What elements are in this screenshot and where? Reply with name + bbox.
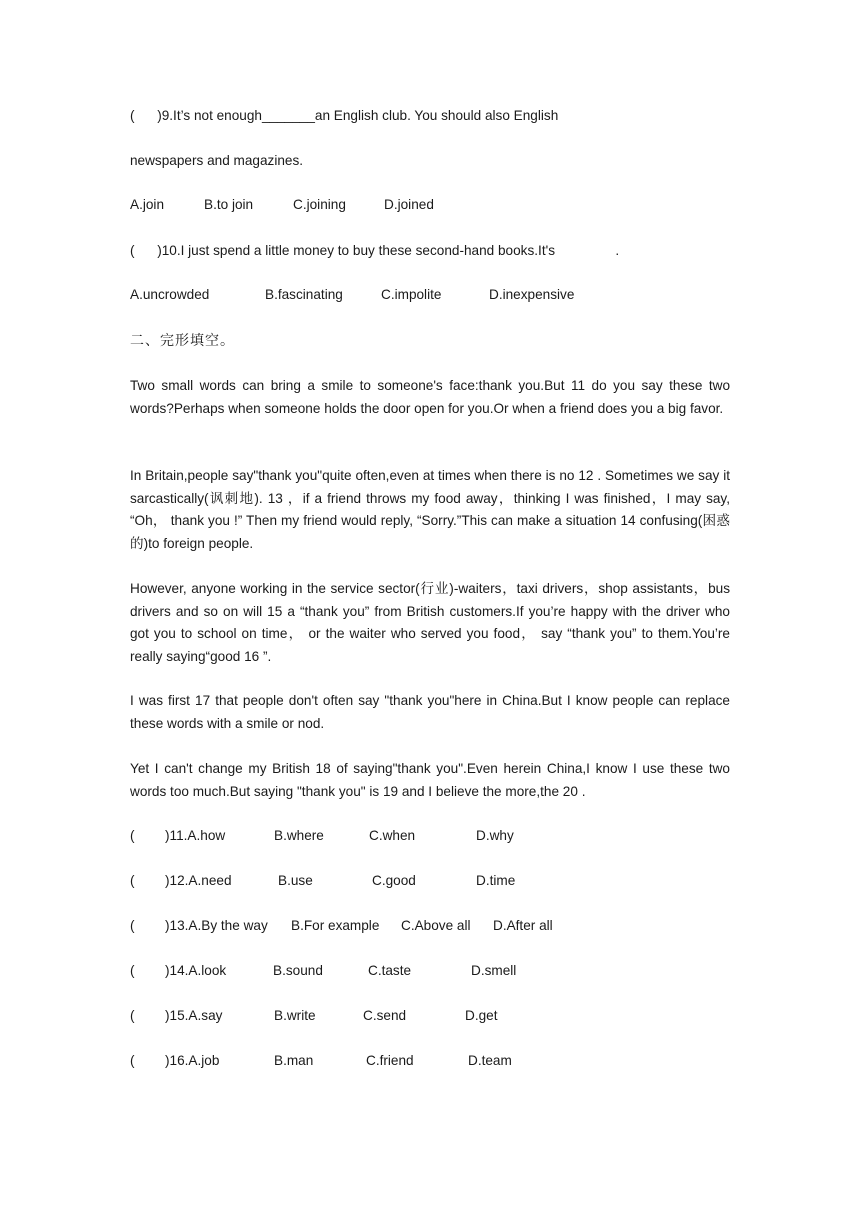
option-d: D.why [476,828,514,843]
question-number-option-a: )14.A.look [165,963,227,978]
option-c: C.when [369,828,416,843]
option-b: B.use [278,873,313,888]
option-c: C.Above all [401,918,471,933]
question-number-option-a: )11.A.how [165,828,226,843]
option-b: B.sound [273,963,323,978]
option-d: D.After all [493,918,553,933]
question-row-13 [130,918,730,936]
answer-bracket: ( [130,918,135,933]
question-row-12 [130,873,730,891]
option-a: A.uncrowded [130,287,210,302]
option-b: B.where [274,828,324,843]
option-d: D.joined [384,197,434,212]
option-c: C.taste [368,963,412,978]
question-10-options [130,287,730,305]
option-c: C.joining [293,197,346,212]
option-d: D.get [465,1008,498,1023]
option-c: C.send [363,1008,407,1023]
question-number-option-a: )15.A.say [165,1008,223,1023]
answer-bracket: ( [130,873,135,888]
question-row-14 [130,963,730,981]
passage-paragraph-4: I was first 17 that people don't often say "thank you"here in China.But I know people can replace these words with a smile or nod. [130,693,730,731]
answer-bracket: ( [130,1008,135,1023]
option-b: B.man [274,1053,314,1068]
option-d: D.inexpensive [489,287,575,302]
passage-paragraph-2: In Britain,people say"thank you"quite often,even at times when there is no 12 . Sometimes we say it sarcastically(讽刺地). 13 ，if a friend throws my food away，thinking I was finished，I may say, “Oh， thank you !” Then my friend would reply, “Sorry.”This can make a situation 14 confusing(困惑的)to foreign people. [130,468,730,551]
option-b: B.fascinating [265,287,343,302]
question-9-line-2: newspapers and magazines. [130,153,304,168]
answer-bracket: ( [130,828,135,843]
option-c: C.good [372,873,416,888]
option-d: D.smell [471,963,517,978]
question-number-option-a: )12.A.need [165,873,232,888]
answer-bracket: ( [130,963,135,978]
passage-paragraph-3: However, anyone working in the service sector(行业)-waiters，taxi drivers，shop assistants，bus drivers and so on will 15 a “thank you” from British customers.If you’re happy with the driver who got you to school on time， or the waiter who served you food， say “thank you” to them.You’re really saying“good 16 ”. [130,581,730,664]
section-title: 二、完形填空。 [130,333,235,349]
question-number-option-a: )16.A.job [165,1053,220,1068]
question-row-11 [130,828,730,846]
answer-bracket: ( [130,1053,135,1068]
passage-paragraph-5: Yet I can't change my British 18 of saying"thank you".Even herein China,I know I use these two words too much.But saying "thank you" is 19 and I believe the more,the 20 . [130,761,730,799]
option-b: B.to join [204,197,254,212]
question-9-line-1: ( )9.It’s not enough_______an English club. You should also English [130,108,559,123]
option-b: B.For example [291,918,380,933]
question-row-15 [130,1008,730,1026]
question-number-option-a: )13.A.By the way [165,918,268,933]
option-b: B.write [274,1008,316,1023]
option-a: A.join [130,197,165,212]
option-d: D.team [468,1053,512,1068]
option-c: C.impolite [381,287,442,302]
question-10-line-1: ( )10.I just spend a little money to buy these second-hand books.It's . [130,243,620,258]
question-row-16 [130,1053,730,1071]
option-d: D.time [476,873,516,888]
question-9-options [130,197,730,215]
passage-paragraph-1: Two small words can bring a smile to someone's face:thank you.But 11 do you say these two words?Perhaps when someone holds the door open for you.Or when a friend does you a big favor. [130,378,730,416]
option-c: C.friend [366,1053,414,1068]
